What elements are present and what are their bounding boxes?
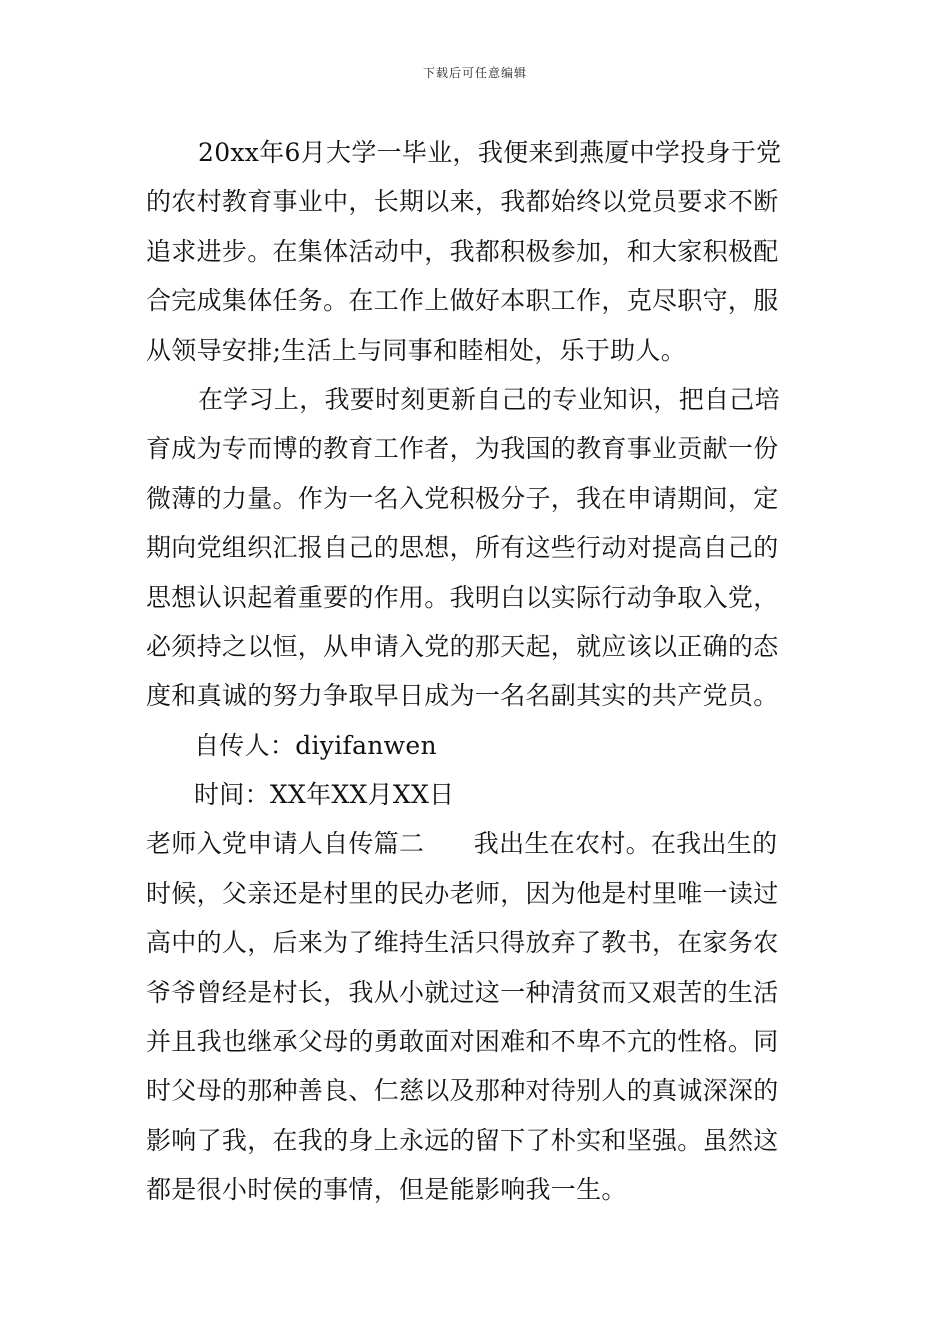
document-body	[146, 128, 810, 1215]
paragraph-line: 必须持之以恒，从申请入党的那天起，就应该以正确的态	[146, 631, 779, 661]
paragraph-line: 微薄的力量。作为一名入党积极分子，我在申请期间，定	[146, 483, 779, 513]
paragraph-line: 的农村教育事业中，长期以来，我都始终以党员要求不断	[146, 187, 779, 217]
page-header-note: 下载后可任意编辑	[422, 66, 527, 80]
paragraph-line: 在学习上，我要时刻更新自己的专业知识，把自己培	[198, 384, 780, 414]
paragraph-line: 追求进步。在集体活动中，我都积极参加，和大家积极配	[146, 236, 779, 266]
section-title-line: 老师入党申请人自传篇二 我出生在农村。在我出生的	[146, 829, 778, 859]
paragraph-line: 20xx年6月大学一毕业，我便来到燕厦中学投身于党	[198, 138, 782, 167]
paragraph-line: 育成为专而博的教育工作者，为我国的教育事业贡献一份	[146, 434, 779, 464]
author-line: 自传人：diyifanwen	[194, 730, 437, 760]
paragraph-line: 时父母的那种善良、仁慈以及那种对待别人的真诚深深的	[146, 1076, 779, 1106]
paragraph-line: 从领导安排;生活上与同事和睦相处，乐于助人。	[146, 335, 687, 365]
paragraph-line: 时候，父亲还是村里的民办老师，因为他是村里唯一读过	[146, 878, 779, 908]
paragraph-line: 高中的人，后来为了维持生活只得放弃了教书，在家务农	[146, 928, 779, 958]
paragraph-line: 度和真诚的努力争取早日成为一名名副其实的共产党员。	[146, 681, 779, 711]
paragraph-line: 都是很小时侯的事情，但是能影响我一生。	[146, 1175, 627, 1205]
paragraph-line: 合完成集体任务。在工作上做好本职工作，克尽职守，服	[146, 286, 779, 316]
paragraph-line: 影响了我，在我的身上永远的留下了朴实和坚强。虽然这	[146, 1125, 779, 1155]
paragraph-line: 期向党组织汇报自己的思想，所有这些行动对提高自己的	[146, 533, 779, 563]
paragraph-line: 爷爷曾经是村长，我从小就过这一种清贫而又艰苦的生活	[146, 977, 779, 1007]
paragraph-line: 并且我也继承父母的勇敢面对困难和不卑不亢的性格。同	[146, 1027, 779, 1057]
date-line: 时间：XX年XX月XX日	[194, 780, 455, 810]
paragraph-line: 思想认识起着重要的作用。我明白以实际行动争取入党，	[146, 582, 779, 612]
